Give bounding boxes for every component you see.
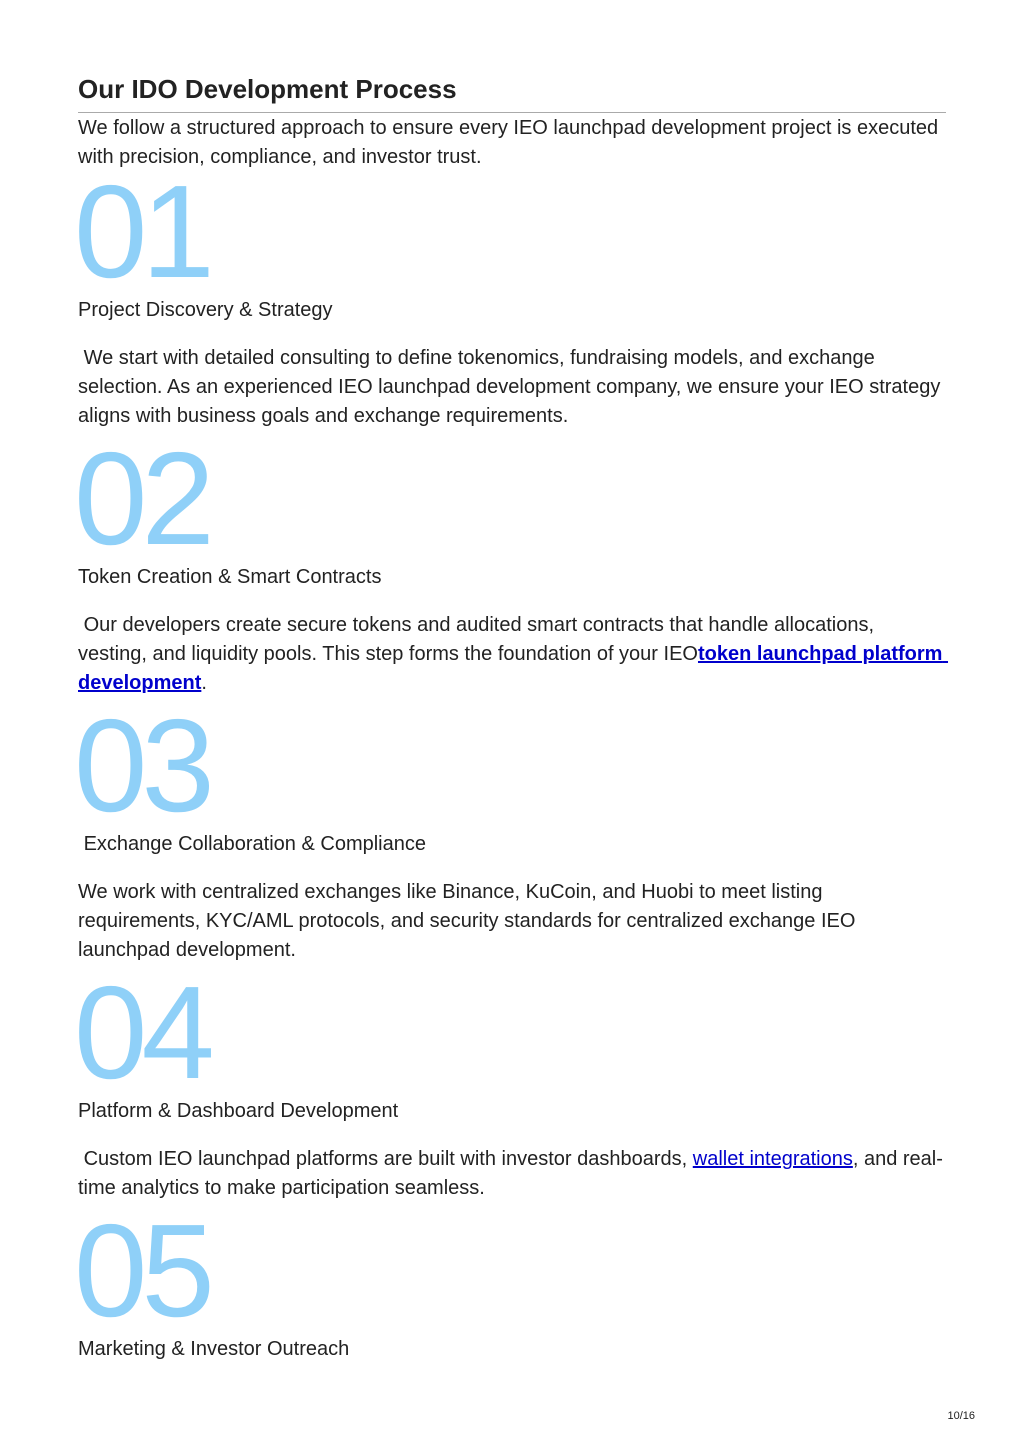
step-number: 03 [74,692,209,839]
step-title: Platform & Dashboard Development [78,1100,399,1122]
token-launchpad-link[interactable]: token launchpad platform development [78,643,949,694]
step-5 [74,1197,946,1364]
step-description: We start with detailed consulting to define tokenomics, fundraising models, and exchange selection. As an experienced IEO launchpad development company, we ensure your IEO strategy aligns with business goals and exchange requirements. [78,347,946,427]
step-description: We work with centralized exchanges like Binance, KuCoin, and Huobi to meet listing requirements, KYC/AML protocols, and security standards for centralized exchange IEO launchpad development. [78,881,861,961]
step-description [78,1145,946,1203]
step-title: Exchange Collaboration & Compliance [78,833,426,855]
step-3 [74,692,946,965]
steps-list [74,158,949,1372]
step-1 [74,158,946,431]
description-text: Our developers create secure tokens and audited smart contracts that handle allocations, vesting, and liquidity pools. This step forms the foundation of your IEO [78,614,880,665]
step-number: 04 [74,959,209,1106]
wallet-integrations-link[interactable]: wallet integrations [692,1148,853,1170]
step-title: Marketing & Investor Outreach [78,1338,350,1360]
divider [78,112,946,113]
step-number: 05 [74,1197,209,1344]
description-text: , and real-time analytics to make participation seamless. [78,1148,943,1199]
step-number: 02 [74,425,209,572]
step-title: Project Discovery & Strategy [78,299,333,321]
page-title: Our IDO Development Process [78,74,457,104]
step-description [78,611,949,698]
step-4 [74,959,946,1203]
intro-paragraph: We follow a structured approach to ensure every IEO launchpad development project is executed with precision, compliance, and investor trust. [78,117,939,168]
step-2 [74,425,949,698]
description-text: Custom IEO launchpad platforms are built with investor dashboards, [78,1148,693,1170]
step-title: Token Creation & Smart Contracts [78,566,382,588]
step-number: 01 [74,158,209,305]
description-text: . [201,672,207,694]
page-number: 10/16 [947,1410,975,1422]
